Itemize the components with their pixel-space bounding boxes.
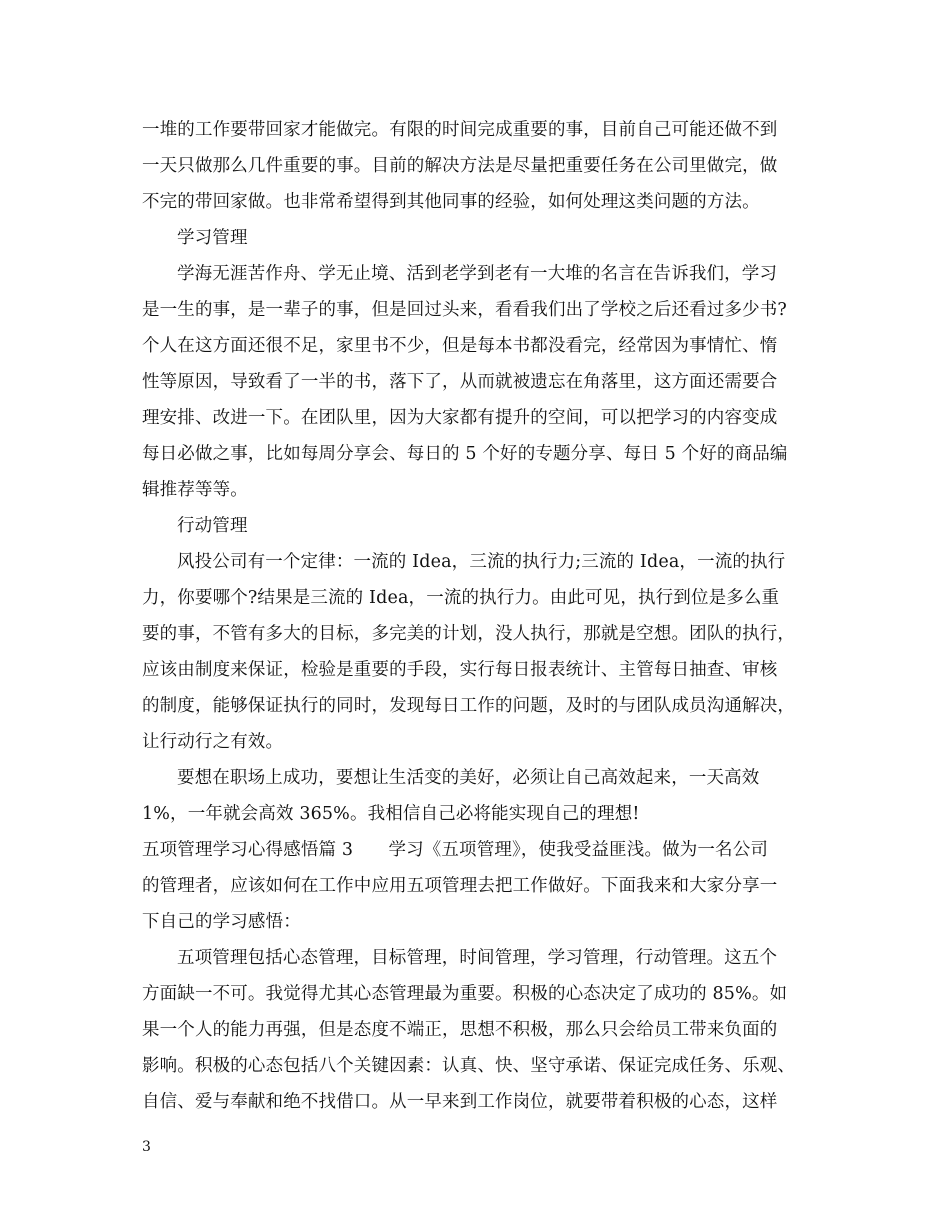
text-line: 一天只做那么几件重要的事。目前的解决方法是尽量把重要任务在公司里做完，做 xyxy=(142,156,778,176)
text-line: 理安排、改进一下。在团队里，因为大家都有提升的空间，可以把学习的内容变成 xyxy=(142,408,778,428)
text-line: 影响。积极的心态包括八个关键因素：认真、快、坚守承诺、保证完成任务、乐观、 xyxy=(142,1056,796,1076)
text-line: 的制度，能够保证执行的同时，发现每日工作的问题，及时的与团队成员沟通解决， xyxy=(142,696,796,716)
text-line: 应该由制度来保证，检验是重要的手段，实行每日报表统计、主管每日抽查、审核 xyxy=(142,660,778,680)
text-line: 的管理者，应该如何在工作中应用五项管理去把工作做好。下面我来和大家分享一 xyxy=(142,876,778,896)
page-number: 3 xyxy=(142,1139,151,1155)
document-body xyxy=(142,112,817,1120)
text-line: 学海无涯苦作舟、学无止境、活到老学到老有一大堆的名言在告诉我们，学习 xyxy=(177,264,778,284)
text-line: 五项管理包括心态管理，目标管理，时间管理，学习管理，行动管理。这五个 xyxy=(177,948,778,968)
text-line: 辑推荐等等。 xyxy=(142,480,248,500)
text-line: 要的事，不管有多大的目标，多完美的计划，没人执行，那就是空想。团队的执行， xyxy=(142,624,796,644)
text-line: 每日必做之事，比如每周分享会、每日的 5 个好的专题分享、每日 5 个好的商品编 xyxy=(142,444,788,464)
text-line: 力，你要哪个?结果是三流的 Idea，一流的执行力。由此可见，执行到位是多么重 xyxy=(142,588,780,608)
text-line: 风投公司有一个定律：一流的 Idea，三流的执行力;三流的 Idea，一流的执行 xyxy=(177,552,786,572)
section-heading-action: 行动管理 xyxy=(177,516,248,536)
article-title-line: 五项管理学习心得感悟篇 3 学习《五项管理》，使我受益匪浅。做为一名公司 xyxy=(142,840,768,860)
text-line: 是一生的事，是一辈子的事，但是回过头来，看看我们出了学校之后还看过多少书? xyxy=(142,300,787,320)
text-line: 1%，一年就会高效 365%。我相信自己必将能实现自己的理想! xyxy=(142,804,640,824)
text-line: 要想在职场上成功，要想让生活变的美好，必须让自己高效起来，一天高效 xyxy=(177,768,760,788)
text-line: 下自己的学习感悟： xyxy=(142,912,301,932)
text-line: 性等原因，导致看了一半的书，落下了，从而就被遗忘在角落里，这方面还需要合 xyxy=(142,372,778,392)
text-line: 自信、爱与奉献和绝不找借口。从一早来到工作岗位，就要带着积极的心态，这样 xyxy=(142,1092,778,1112)
text-line: 一堆的工作要带回家才能做完。有限的时间完成重要的事，目前自己可能还做不到 xyxy=(142,120,778,140)
text-line: 让行动行之有效。 xyxy=(142,732,284,752)
text-line: 个人在这方面还很不足，家里书不少，但是每本书都没看完，经常因为事情忙、惰 xyxy=(142,336,778,356)
section-heading-study: 学习管理 xyxy=(177,228,248,248)
text-line: 方面缺一不可。我觉得尤其心态管理最为重要。积极的心态决定了成功的 85%。如 xyxy=(142,984,788,1004)
text-line: 不完的带回家做。也非常希望得到其他同事的经验，如何处理这类问题的方法。 xyxy=(142,192,760,212)
text-line: 果一个人的能力再强，但是态度不端正，思想不积极，那么只会给员工带来负面的 xyxy=(142,1020,778,1040)
